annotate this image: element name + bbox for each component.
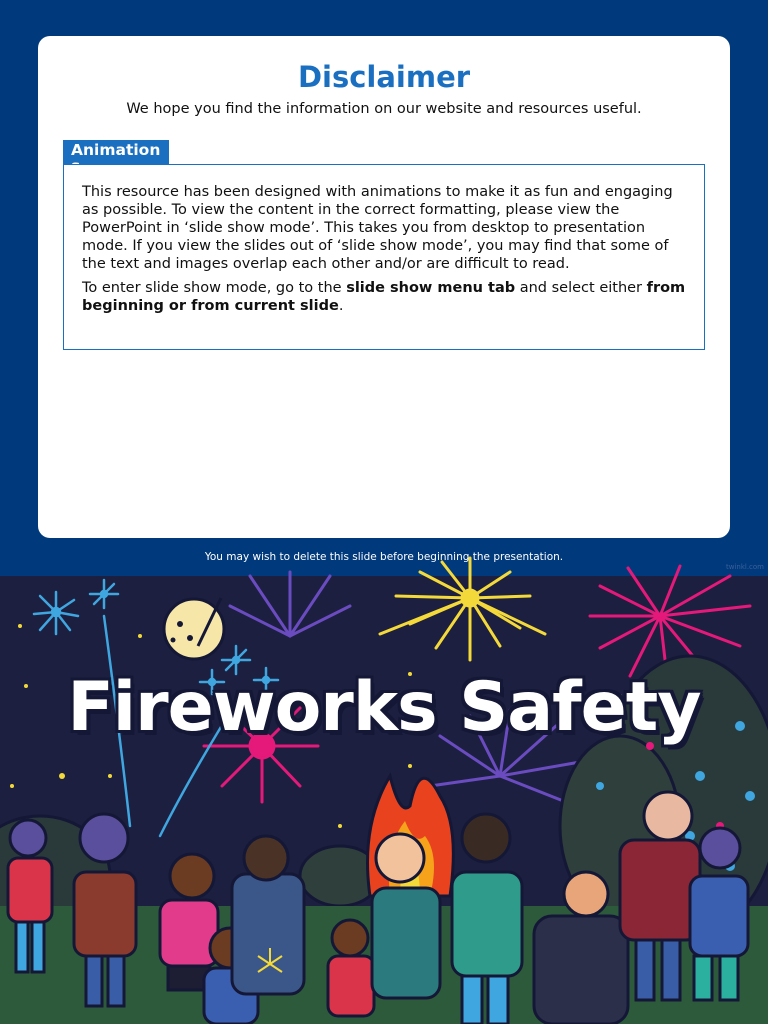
- instructions-bold-menu-tab: slide show menu tab: [346, 280, 516, 296]
- moon: [164, 598, 224, 659]
- instructions-text-end: .: [338, 298, 344, 314]
- instructions-text-mid: and select either: [515, 280, 647, 296]
- slideshow-instructions: [82, 279, 686, 315]
- animations-info-box: [63, 164, 705, 350]
- disclaimer-subtitle: We hope you find the information on our website and resources useful.: [126, 101, 642, 117]
- disclaimer-card: [38, 36, 730, 538]
- fireworks-illustration: [0, 576, 768, 1024]
- instructions-bold-options: from beginning or from current slide: [82, 280, 686, 314]
- disclaimer-title: Disclaimer: [297, 60, 471, 94]
- animations-paragraph: This resource has been designed with animations to make it as fun and engaging as possible. To view the content in the correct formatting, please view the PowerPoint in ‘slide show mode’. This takes you from desktop to presentation mode. If you view the slides out of ‘slide show mode’, you may find that some of the text and images overlap each other and/or are difficult to read.: [82, 184, 673, 272]
- delete-slide-note: You may wish to delete this slide before beginning the presentation.: [204, 551, 564, 563]
- watermark: twinkl.com: [725, 563, 764, 571]
- fireworks-cover-slide: [0, 576, 768, 1024]
- cover-title: Fireworks Safety: [67, 668, 701, 747]
- instructions-text-start: To enter slide show mode, go to the: [82, 280, 347, 296]
- animations-tab-label: Animations: [63, 140, 169, 164]
